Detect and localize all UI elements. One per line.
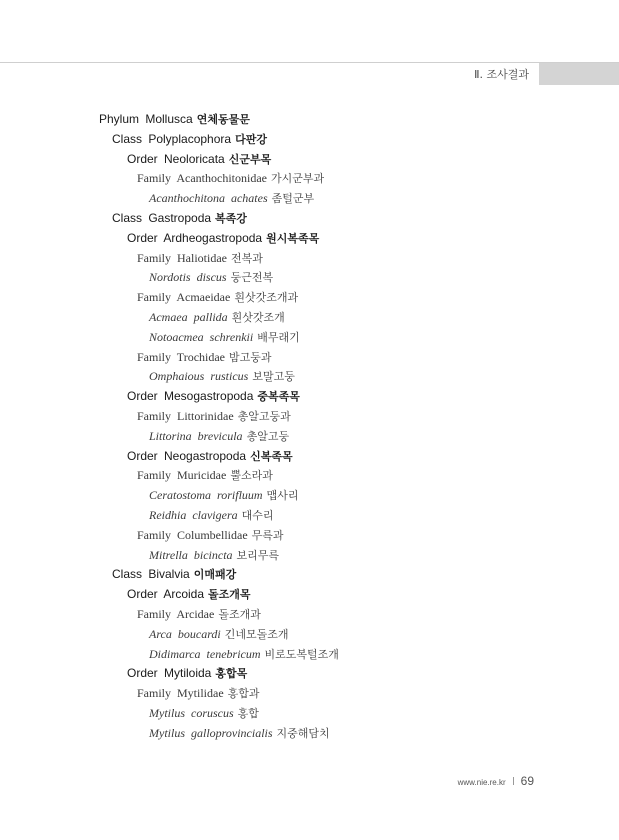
taxon-species-row: [0, 546, 619, 566]
taxon-order-row: [0, 229, 619, 249]
scientific-name: Mytilus galloprovincialis: [149, 725, 273, 740]
scientific-name: Order Mesogastropoda: [127, 389, 254, 404]
taxon-species-row: [0, 645, 619, 665]
scientific-name: Family Haliotidae: [137, 250, 227, 265]
korean-name: 홍합과: [227, 687, 260, 701]
taxon-family-row: [0, 684, 619, 704]
korean-name: 복족강: [215, 211, 247, 225]
taxon-species-row: [0, 189, 619, 209]
korean-name: 무륵과: [251, 528, 284, 542]
scientific-name: Omphaious rusticus: [149, 369, 249, 384]
korean-name: 대수리: [241, 508, 274, 522]
taxon-order-row: [0, 585, 619, 605]
korean-name: 흰삿갓조개과: [234, 291, 299, 305]
korean-name: 원시복족목: [266, 231, 320, 245]
scientific-name: Acanthochitona achates: [149, 191, 268, 206]
taxon-species-row: [0, 625, 619, 645]
taxon-family-row: [0, 169, 619, 189]
scientific-name: Order Neoloricata: [127, 151, 225, 166]
taxon-family-row: [0, 288, 619, 308]
taxon-family-row: [0, 407, 619, 427]
taxon-family-row: [0, 466, 619, 486]
taxon-species-row: [0, 486, 619, 506]
taxon-species-row: [0, 268, 619, 288]
scientific-name: Family Muricidae: [137, 468, 227, 483]
korean-name: 전복과: [230, 251, 263, 265]
scientific-name: Ceratostoma rorifluum: [149, 488, 263, 503]
scientific-name: Order Ardheogastropoda: [127, 230, 263, 245]
korean-name: 지중해담치: [276, 726, 330, 740]
korean-name: 홍합목: [215, 667, 248, 681]
taxon-class-row: [0, 565, 619, 585]
scientific-name: Family Columbellidae: [137, 527, 248, 542]
taxon-family-row: [0, 249, 619, 269]
scientific-name: Class Gastropoda: [112, 210, 212, 225]
taxon-species-row: [0, 704, 619, 724]
korean-name: 보말고둥: [252, 370, 295, 384]
scientific-name: Acmaea pallida: [149, 309, 228, 324]
korean-name: 긴네모돌조개: [224, 627, 289, 641]
korean-name: 총알고둥: [246, 429, 290, 443]
taxon-species-row: [0, 506, 619, 526]
scientific-name: Order Arcoida: [127, 587, 205, 602]
korean-name: 이매패강: [193, 568, 237, 582]
taxon-family-row: [0, 605, 619, 625]
section-header: Ⅱ. 조사결과: [474, 68, 529, 81]
footer-url: www.nie.re.kr: [457, 778, 506, 787]
korean-name: 둥근전복: [230, 271, 274, 285]
header-rule: [0, 62, 619, 63]
taxonomy-list: [0, 110, 619, 744]
korean-name: 뿔소라과: [230, 469, 273, 483]
scientific-name: Family Trochidae: [137, 349, 226, 364]
scientific-name: Family Arcidae: [137, 606, 215, 621]
scientific-name: Nordotis discus: [149, 270, 227, 285]
korean-name: 연체동물문: [196, 113, 250, 126]
scientific-name: Order Mytiloida: [127, 666, 212, 681]
scientific-name: Mitrella bicincta: [149, 547, 233, 562]
footer-separator: [513, 777, 514, 785]
scientific-name: Littorina brevicula: [149, 428, 243, 443]
scientific-name: Class Bivalvia: [112, 567, 190, 582]
scientific-name: Notoacmea schrenkii: [149, 329, 254, 344]
korean-name: 홍합: [237, 706, 259, 720]
korean-name: 밤고둥과: [229, 350, 272, 364]
scientific-name: Class Polyplacophora: [112, 131, 232, 146]
korean-name: 돌조개목: [208, 588, 251, 602]
korean-name: 가시군부과: [270, 172, 325, 186]
korean-name: 중복족목: [257, 390, 300, 404]
taxon-order-row: [0, 447, 619, 467]
korean-name: 좀털군부: [271, 192, 315, 206]
scientific-name: Family Acanthochitonidae: [137, 171, 267, 186]
taxon-family-row: [0, 348, 619, 368]
scientific-name: Arca boucardi: [149, 626, 221, 641]
taxon-family-row: [0, 526, 619, 546]
taxon-species-row: [0, 308, 619, 328]
taxon-species-row: [0, 367, 619, 387]
korean-name: 돌조개과: [218, 607, 261, 621]
scientific-name: Reidhia clavigera: [149, 507, 238, 522]
header-tab-block: [539, 63, 619, 85]
korean-name: 신복족목: [250, 449, 293, 463]
korean-name: 비로도복털조개: [264, 647, 339, 661]
korean-name: 신군부목: [228, 152, 272, 166]
scientific-name: Family Acmaeidae: [137, 290, 231, 305]
page-number: 69: [520, 774, 534, 788]
korean-name: 총알고둥과: [237, 409, 291, 423]
scientific-name: Didimarca tenebricum: [149, 646, 261, 661]
korean-name: 보리무륵: [236, 548, 280, 562]
taxon-species-row: [0, 724, 619, 744]
scientific-name: Family Littorinidae: [137, 408, 234, 423]
taxon-order-row: [0, 387, 619, 407]
korean-name: 흰삿갓조개: [231, 310, 285, 324]
scientific-name: Mytilus coruscus: [149, 705, 234, 720]
taxon-species-row: [0, 427, 619, 447]
taxon-order-row: [0, 664, 619, 684]
scientific-name: Family Mytilidae: [137, 686, 224, 701]
taxon-class-row: [0, 209, 619, 229]
korean-name: 다판강: [235, 132, 267, 146]
taxon-order-row: [0, 150, 619, 170]
scientific-name: Order Neogastropoda: [127, 448, 247, 463]
scientific-name: Phylum Mollusca: [99, 112, 193, 126]
korean-name: 배무래기: [257, 330, 300, 344]
taxon-phylum-row: [0, 110, 619, 130]
taxon-species-row: [0, 328, 619, 348]
korean-name: 맵사리: [266, 489, 299, 503]
page-footer: [458, 772, 534, 790]
taxon-class-row: [0, 130, 619, 150]
